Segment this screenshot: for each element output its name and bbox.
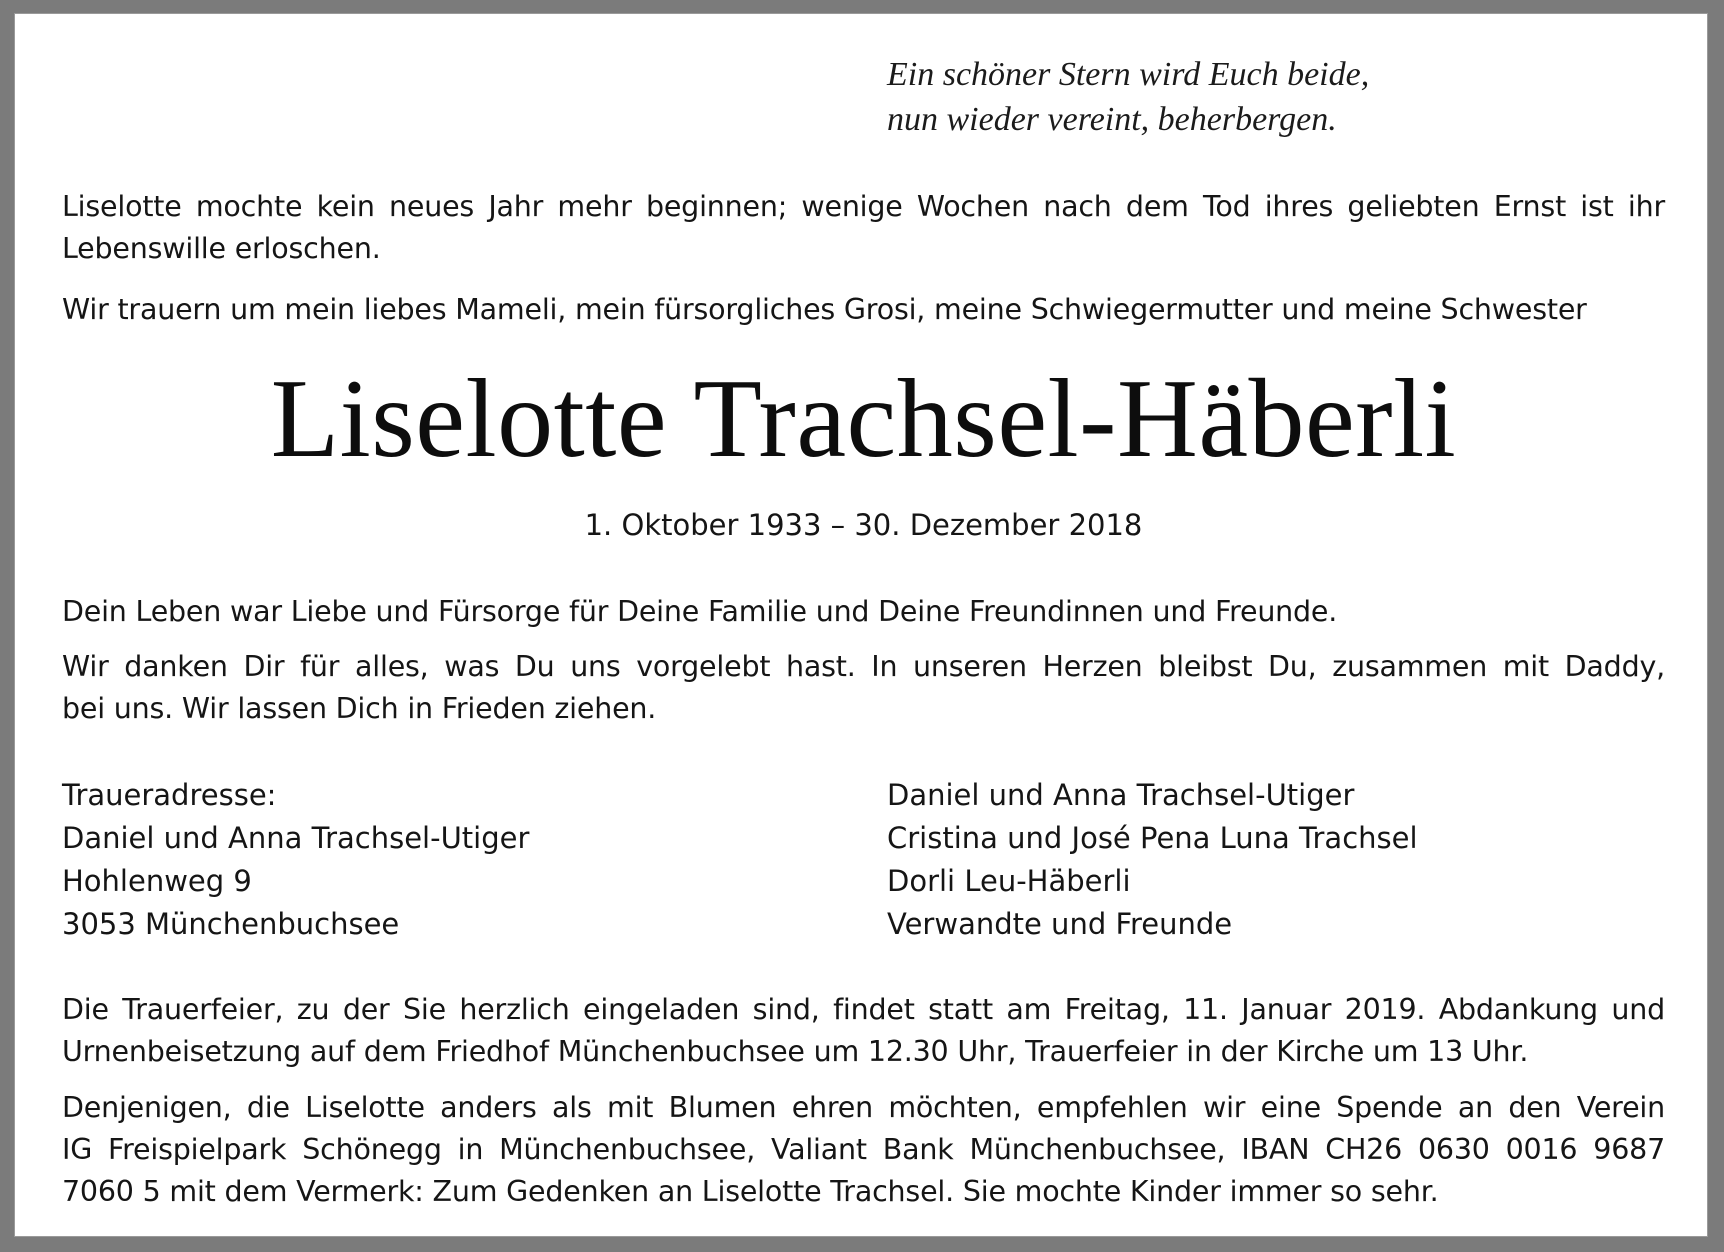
donation-paragraph — [62, 1087, 1665, 1213]
address-names: Daniel und Anna Trachsel-Utiger — [62, 821, 530, 855]
life-tribute: Dein Leben war Liebe und Fürsorge für Deine Familie und Deine Freundinnen und Freunde. — [62, 595, 1338, 628]
poem-line-1: Ein schöner Stern wird Euch beide, — [887, 56, 1370, 93]
mourner-item: Dorli Leu-Häberli — [887, 864, 1131, 898]
intro-line-2: Lebenswille erloschen. — [62, 232, 381, 265]
obituary-page — [14, 13, 1708, 1237]
poem-line-2: nun wieder vereint, beherbergen. — [887, 101, 1337, 138]
mourning-address — [62, 774, 529, 946]
ceremony-line-1: Die Trauerfeier, zu der Sie herzlich eingeladen sind, findet statt am Freitag, 11. Januar 2019. Abdankung und — [62, 993, 1665, 1026]
intro-paragraph — [62, 186, 1665, 270]
life-dates: 1. Oktober 1933 – 30. Dezember 2018 — [584, 508, 1143, 542]
address-street: Hohlenweg 9 — [62, 864, 252, 898]
mourner-item: Verwandte und Freunde — [887, 907, 1233, 941]
thanks-line-2: bei uns. Wir lassen Dich in Frieden ziehen. — [62, 692, 657, 725]
mourner-item: Cristina und José Pena Luna Trachsel — [887, 821, 1418, 855]
ceremony-paragraph — [62, 989, 1665, 1073]
address-label: Traueradresse: — [62, 778, 277, 812]
ceremony-line-2: Urnenbeisetzung auf dem Friedhof Münchenbuchsee um 12.30 Uhr, Trauerfeier in der Kirche um 13 Uhr. — [62, 1035, 1529, 1068]
intro-line-1: Liselotte mochte kein neues Jahr mehr beginnen; wenige Wochen nach dem Tod ihres geliebten Ernst ist ihr — [62, 190, 1665, 223]
deceased-name: Liselotte Trachsel-Häberli — [270, 357, 1457, 481]
donation-line-2: IG Freispielpark Schönegg in Münchenbuchsee, Valiant Bank Münchenbuchsee, IBAN CH26 0630 0016 9687 — [62, 1133, 1665, 1166]
thanks-paragraph — [62, 646, 1665, 730]
mourners-list — [887, 774, 1418, 946]
mourner-item: Daniel und Anna Trachsel-Utiger — [887, 778, 1355, 812]
thanks-line-1: Wir danken Dir für alles, was Du uns vorgelebt hast. In unseren Herzen bleibst Du, zusammen mit Daddy, — [62, 650, 1665, 683]
donation-line-1: Denjenigen, die Liselotte anders als mit Blumen ehren möchten, empfehlen wir eine Spende an den Verein — [62, 1091, 1665, 1124]
poem-quote — [887, 52, 1607, 142]
donation-line-3: 7060 5 mit dem Vermerk: Zum Gedenken an Liselotte Trachsel. Sie mochte Kinder immer so sehr. — [62, 1175, 1439, 1208]
mourning-statement: Wir trauern um mein liebes Mameli, mein fürsorgliches Grosi, meine Schwiegermutter und meine Schwester — [62, 293, 1587, 326]
address-city: 3053 Münchenbuchsee — [62, 907, 400, 941]
